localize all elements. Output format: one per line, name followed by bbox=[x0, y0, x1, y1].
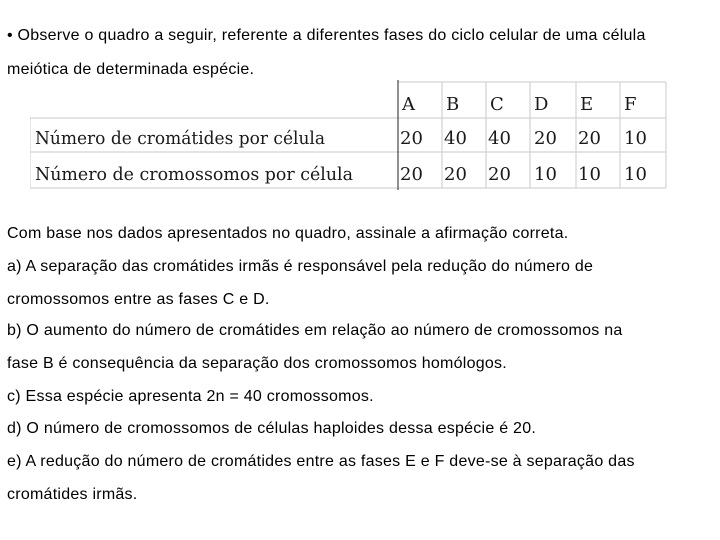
col-header-b: B bbox=[446, 94, 460, 115]
cell-r1-c: 40 bbox=[488, 128, 511, 149]
cell-r2-a: 20 bbox=[400, 164, 423, 185]
option-c: c) Essa espécie apresenta 2n = 40 cromossomos. bbox=[7, 388, 374, 405]
col-header-d: D bbox=[534, 94, 549, 115]
intro-line-2: meiótica de determinada espécie. bbox=[7, 61, 255, 78]
intro-line-1: • Observe o quadro a seguir, referente a diferentes fases do ciclo celular de uma célula bbox=[7, 27, 646, 44]
option-b-line-1: b) O aumento do número de cromátides em relação ao número de cromossomos na bbox=[7, 322, 623, 339]
col-header-e: E bbox=[580, 94, 594, 115]
col-header-f: F bbox=[624, 94, 637, 115]
data-table bbox=[30, 80, 668, 190]
cell-r2-d: 10 bbox=[534, 164, 557, 185]
cell-r2-e: 10 bbox=[578, 164, 601, 185]
option-e-line-2: cromátides irmãs. bbox=[7, 486, 138, 503]
option-a-line-1: a) A separação das cromátides irmãs é responsável pela redução do número de bbox=[7, 258, 594, 275]
cell-r1-a: 20 bbox=[400, 128, 423, 149]
cell-r1-f: 10 bbox=[624, 128, 647, 149]
row-label-cromossomos: Número de cromossomos por célula bbox=[35, 164, 354, 185]
question-prompt: Com base nos dados apresentados no quadro, assinale a afirmação correta. bbox=[7, 225, 569, 242]
row-label-cromatides: Número de cromátides por célula bbox=[35, 128, 326, 149]
option-b-line-2: fase B é consequência da separação dos cromossomos homólogos. bbox=[7, 355, 507, 372]
option-d: d) O número de cromossomos de células haploides dessa espécie é 20. bbox=[7, 420, 537, 437]
cell-r2-f: 10 bbox=[624, 164, 647, 185]
cell-r1-d: 20 bbox=[534, 128, 557, 149]
col-header-c: C bbox=[490, 94, 504, 115]
option-e-line-1: e) A redução do número de cromátides entre as fases E e F deve-se à separação das bbox=[7, 453, 635, 470]
cell-r2-c: 20 bbox=[488, 164, 511, 185]
cell-r1-b: 40 bbox=[444, 128, 467, 149]
cell-r1-e: 20 bbox=[578, 128, 601, 149]
col-header-a: A bbox=[402, 94, 415, 115]
option-a-line-2: cromossomos entre as fases C e D. bbox=[7, 291, 270, 308]
cell-r2-b: 20 bbox=[444, 164, 467, 185]
